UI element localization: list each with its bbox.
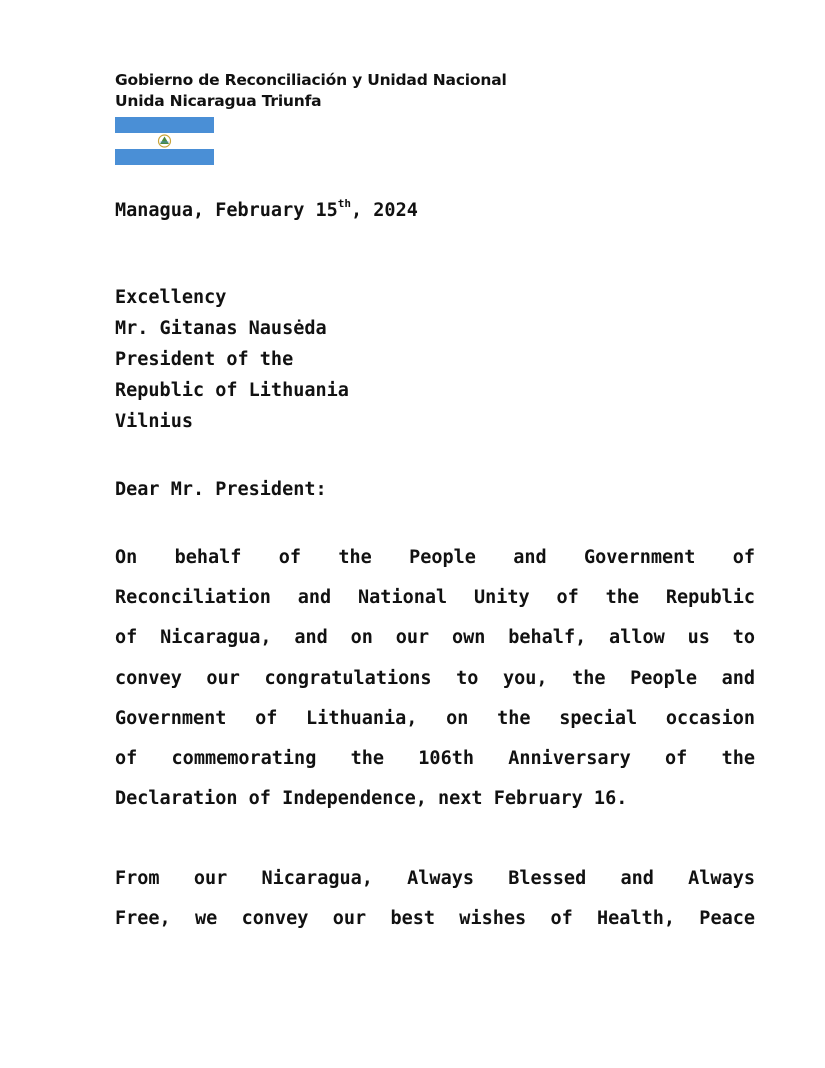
paragraph-line: On behalf of the People and Government of (115, 547, 755, 568)
date-main: Managua, February 15 (115, 200, 338, 222)
paragraph-line: of Nicaragua, and on our own behalf, allow us to (115, 627, 755, 649)
paragraph-line: Free, we convey our best wishes of Health, Peace (115, 908, 755, 930)
nicaragua-flag-icon (115, 117, 214, 165)
salutation: Dear Mr. President: (115, 479, 327, 500)
paragraph-line: of commemorating the 106th Anniversary of the (115, 748, 755, 770)
paragraph-line: From our Nicaragua, Always Blessed and Always (115, 868, 755, 889)
paragraph-congratulations (115, 538, 755, 819)
recipient-line: Mr. Gitanas Nausėda (115, 318, 327, 339)
date-ordinal: th (337, 197, 352, 210)
paragraph-line: Reconciliation and National Unity of the Republic (115, 587, 755, 609)
letter-date (115, 199, 418, 221)
letterhead (115, 70, 755, 112)
recipient-line: Vilnius (115, 411, 193, 432)
date-year: , 2024 (351, 200, 418, 222)
recipient-line: Excellency (115, 287, 227, 308)
paragraph-line: Declaration of Independence, next February 16. (115, 788, 628, 810)
recipient-line: President of the (115, 349, 294, 370)
recipient-line: Republic of Lithuania (115, 380, 349, 401)
paragraph-line: Government of Lithuania, on the special occasion (115, 707, 755, 729)
recipient-block (115, 282, 349, 437)
government-name: Gobierno de Reconciliación y Unidad Nacional (115, 71, 507, 89)
government-motto: Unida Nicaragua Triunfa (115, 92, 322, 110)
paragraph-line: convey our congratulations to you, the People and (115, 667, 755, 689)
paragraph-wishes (115, 859, 755, 939)
